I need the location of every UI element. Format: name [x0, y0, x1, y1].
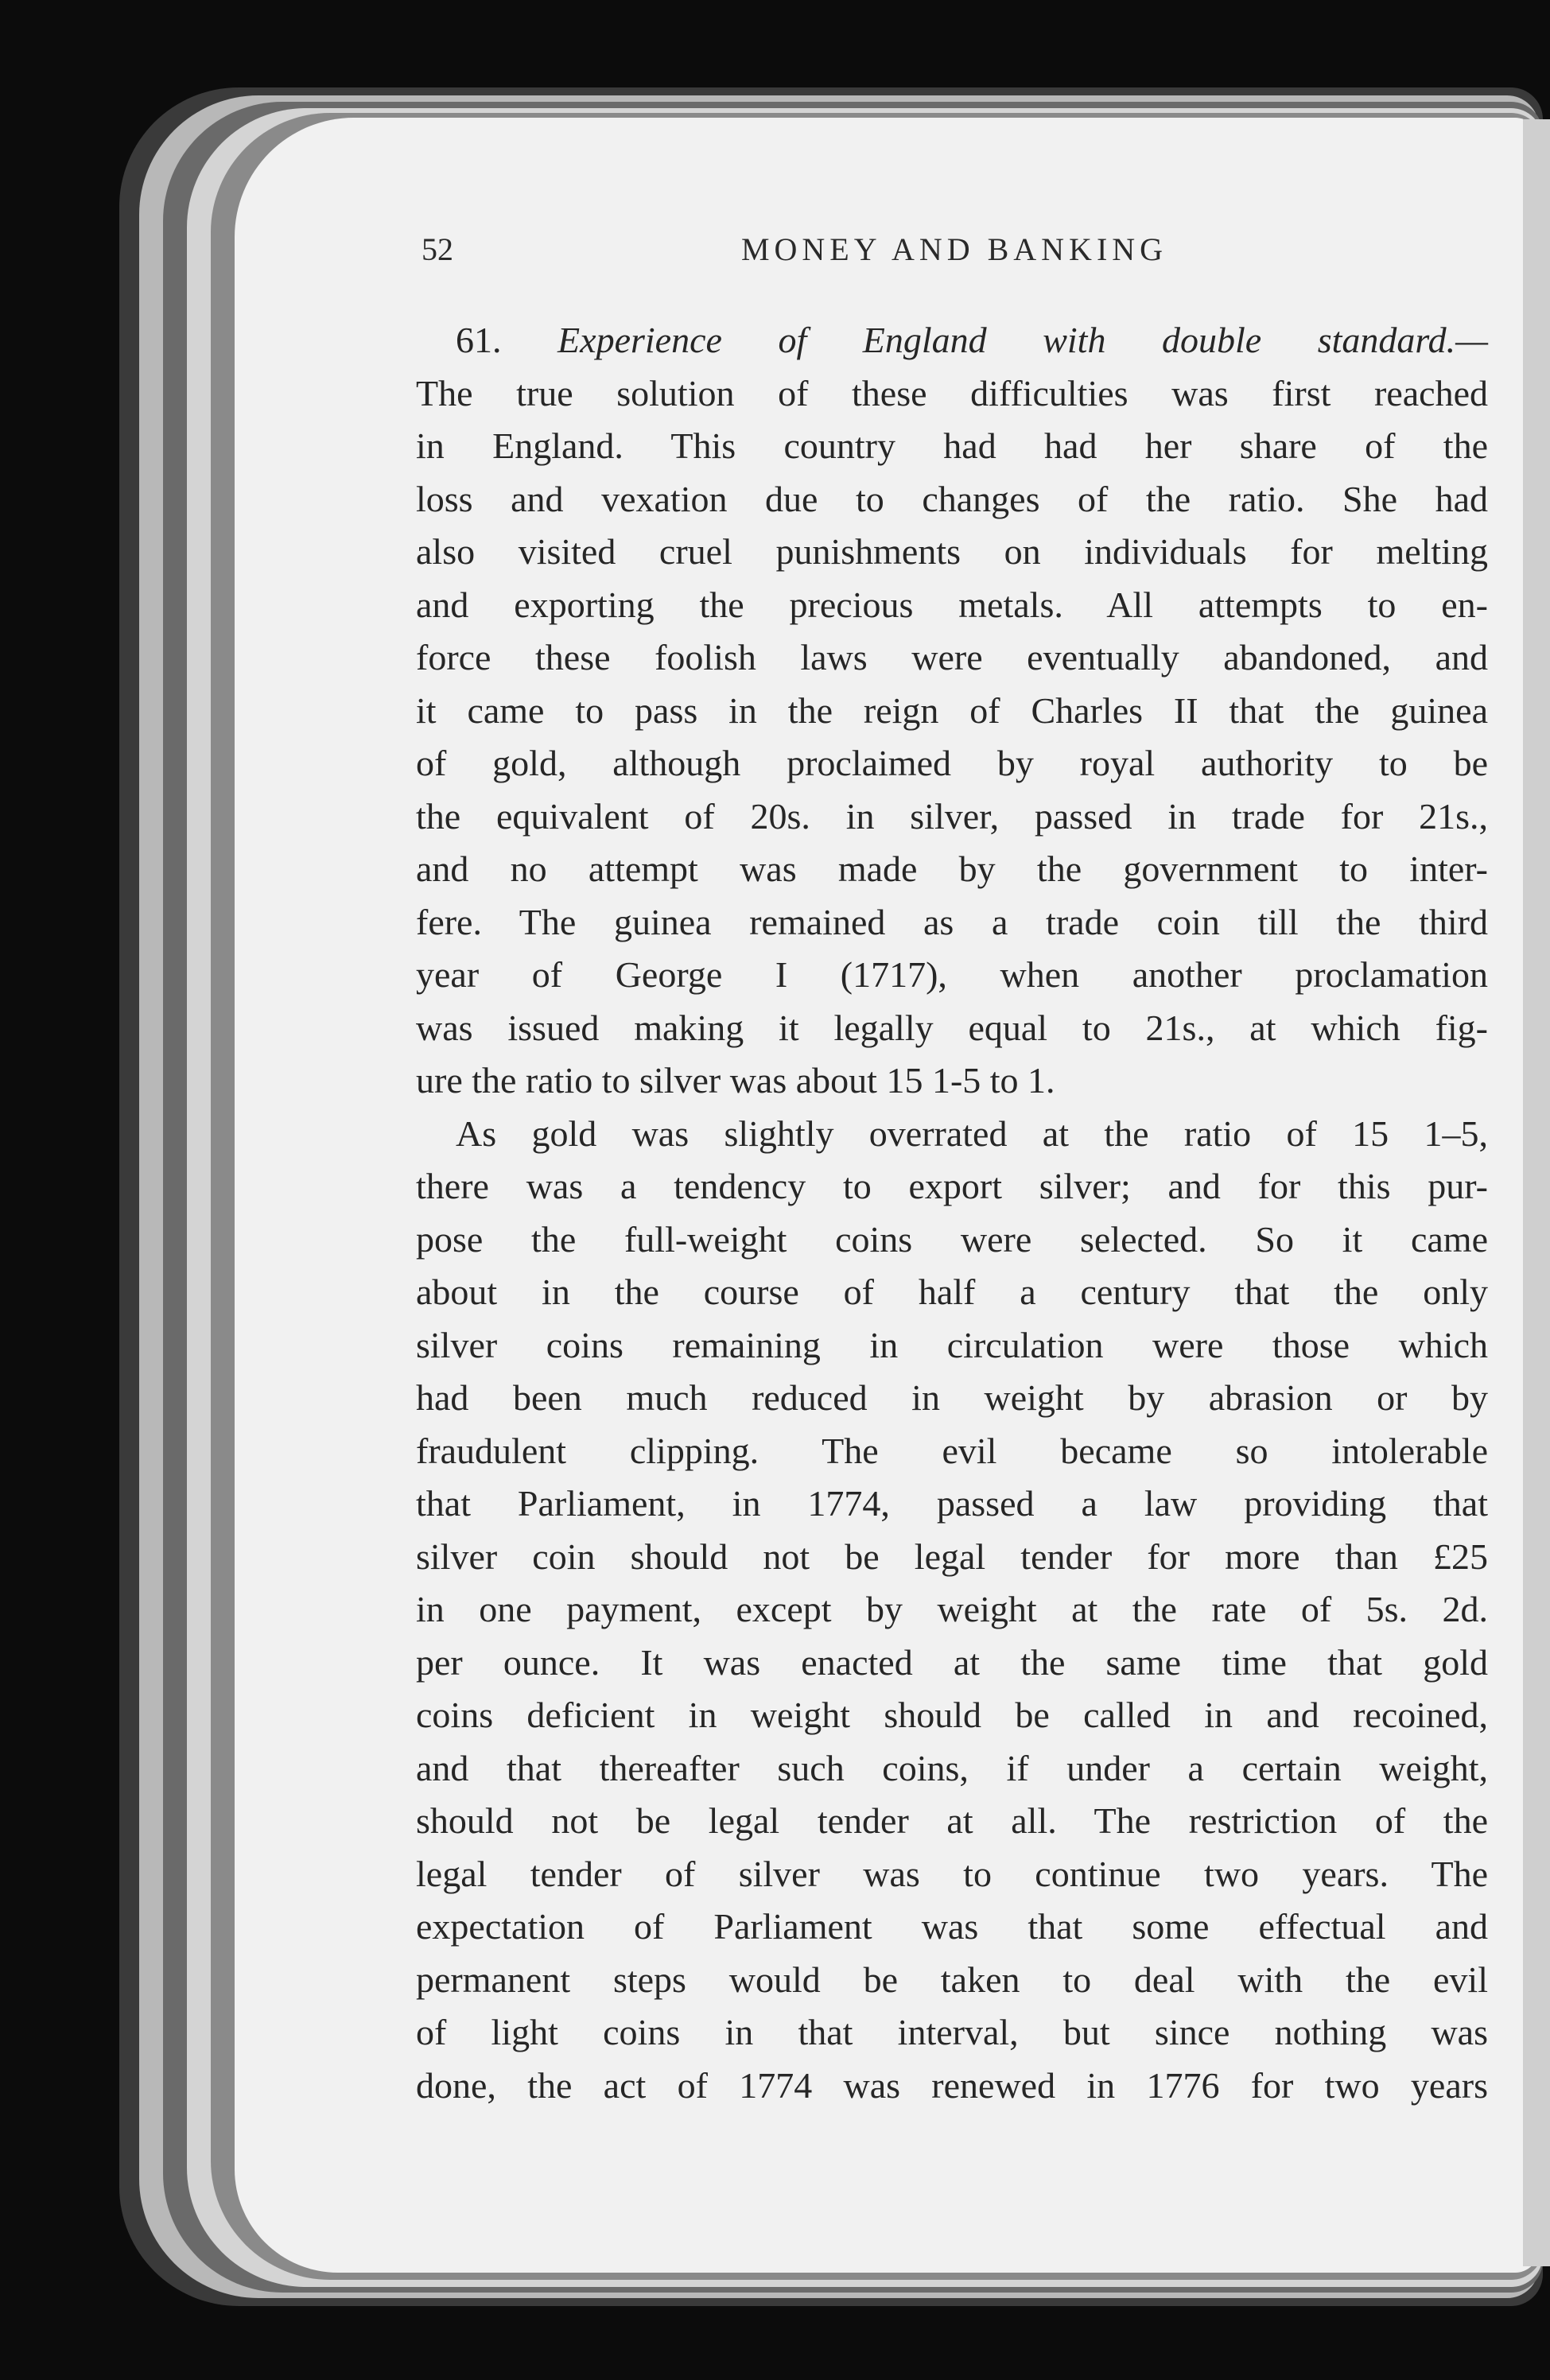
text-line: it came to pass in the reign of Charles II that the guinea [416, 689, 1488, 731]
text-line: year of George I (1717), when another proclamation [416, 954, 1488, 995]
text-line: of light coins in that interval, but since nothing was [416, 2012, 1488, 2052]
text-line: also visited cruel punishments on individuals for melting [416, 531, 1488, 572]
text-line: and that thereafter such coins, if under a certain weight, [416, 1747, 1488, 1788]
section-heading-line [416, 314, 1488, 367]
text-line: legal tender of silver was to continue two years. The [416, 1853, 1488, 1894]
page-header [421, 231, 1487, 278]
text-line: expectation of Parliament was that some effectual and [416, 1906, 1488, 1947]
text-line: As gold was slightly overrated at the ratio of 15 1–5, [456, 1112, 1488, 1154]
text-line: was issued making it legally equal to 21s., at which fig- [416, 1007, 1488, 1048]
text-line: pose the full-weight coins were selected. So it came [416, 1218, 1488, 1260]
text-line: in one payment, except by weight at the rate of 5s. 2d. [416, 1589, 1488, 1629]
text-line: loss and vexation due to changes of the ratio. She had [416, 478, 1488, 519]
text-line: fraudulent clipping. The evil became so intolerable [416, 1430, 1488, 1471]
text-line: silver coin should not be legal tender for more than £25 [416, 1536, 1488, 1577]
body-text [416, 314, 1488, 2112]
text-line: should not be legal tender at all. The restriction of the [416, 1800, 1488, 1841]
page-number: 52 [421, 231, 453, 267]
book-spine [1523, 119, 1550, 2266]
text-line: there was a tendency to export silver; and for this pur- [416, 1166, 1488, 1206]
text-line: The true solution of these difficulties was first reached [416, 372, 1488, 413]
text-line: the equivalent of 20s. in silver, passed in trade for 21s., [416, 795, 1488, 837]
text-line: force these foolish laws were eventually abandoned, and [416, 637, 1488, 678]
text-line: had been much reduced in weight by abrasion or by [416, 1377, 1488, 1418]
text-line: per ounce. It was enacted at the same time that gold [416, 1641, 1488, 1683]
text-line: and exporting the precious metals. All attempts to en- [416, 584, 1488, 625]
running-title: MONEY AND BANKING [740, 231, 1168, 267]
text-line: and no attempt was made by the government to inter- [416, 848, 1488, 889]
text-line: silver coins remaining in circulation were those which [416, 1324, 1488, 1365]
text-line: in England. This country had had her share of the [416, 425, 1488, 466]
text-line: ure the ratio to silver was about 15 1-5 to 1. [416, 1060, 1055, 1101]
text-line: fere. The guinea remained as a trade coin till the third [416, 901, 1488, 942]
section-heading: Experience of England with double standard.— [557, 320, 1488, 360]
section-number: 61. [456, 320, 502, 360]
text-line: that Parliament, in 1774, passed a law providing that [416, 1483, 1488, 1524]
text-line: about in the course of half a century that the only [416, 1272, 1488, 1312]
text-line: permanent steps would be taken to deal with the evil [416, 1959, 1488, 2000]
text-line: of gold, although proclaimed by royal authority to be [416, 743, 1488, 783]
text-line: coins deficient in weight should be called in and recoined, [416, 1695, 1488, 1735]
text-line: done, the act of 1774 was renewed in 1776 for two years [416, 2064, 1488, 2106]
